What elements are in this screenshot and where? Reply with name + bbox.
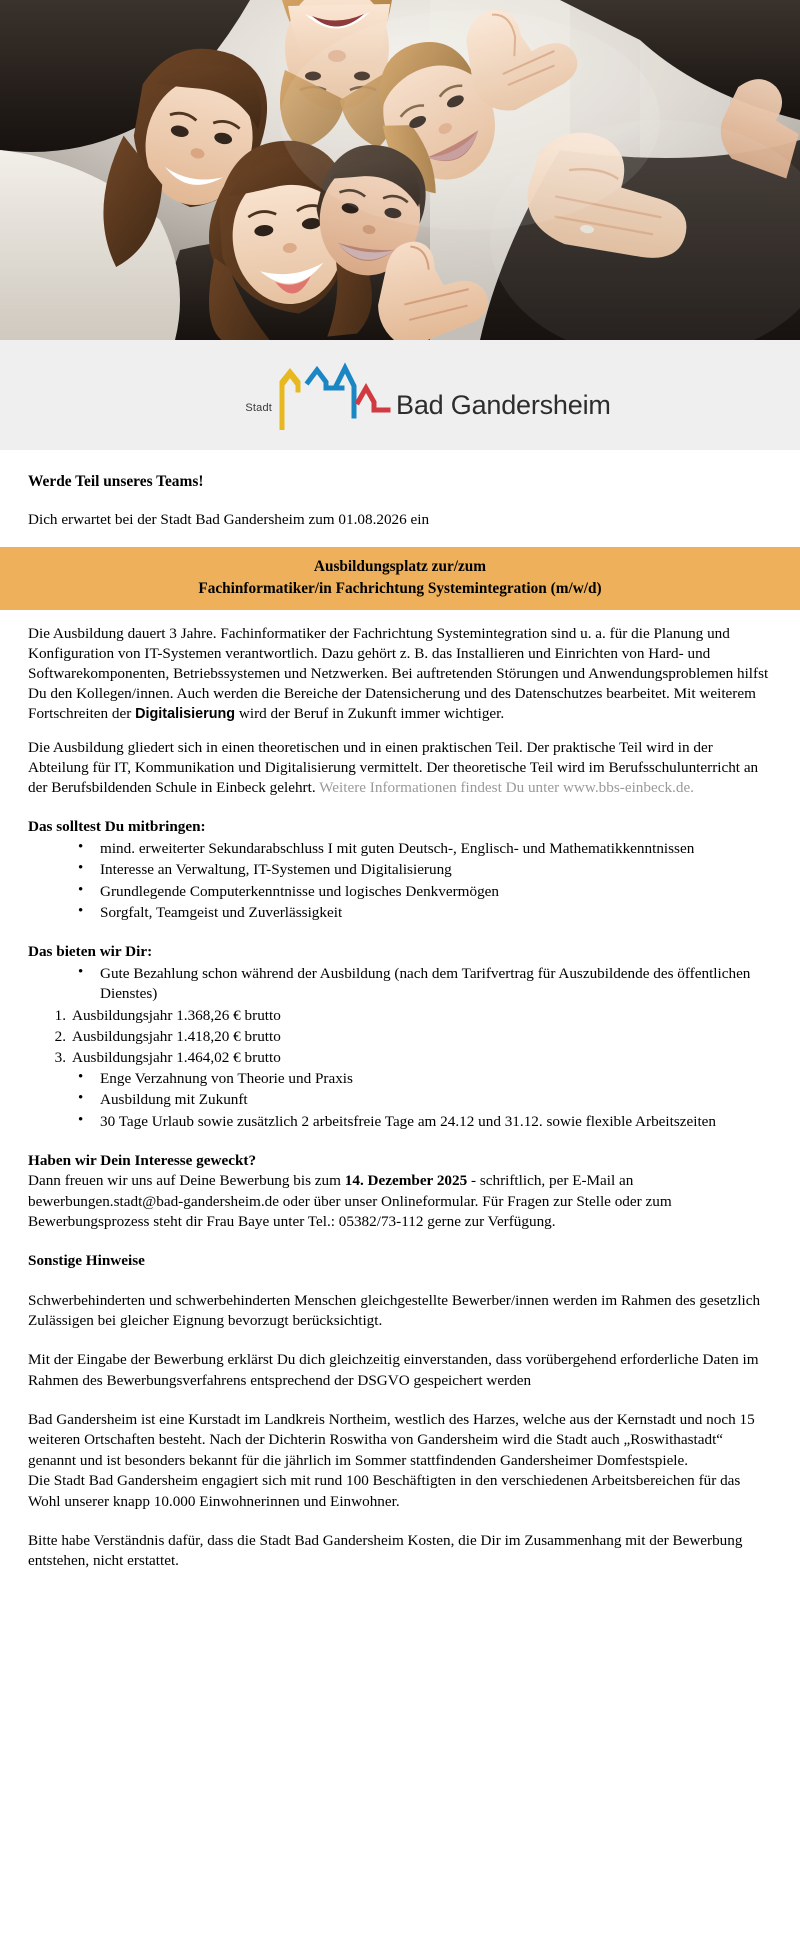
document-body [0,450,800,1618]
logo-band [0,340,800,450]
list-item: • Grundlegende Computerkenntnisse und logisches Denkvermögen [100,882,772,902]
benefits-heading: Das bieten wir Dir: [28,943,153,961]
city-logo [245,360,611,430]
requirements-list [28,839,772,923]
apply-deadline: 14. Dezember 2025 [344,1172,468,1190]
job-description-paragraph-1 [28,624,772,724]
notes-heading: Sonstige Hinweise [28,1252,145,1270]
notes-paragraph-dsgvo: Mit der Eingabe der Bewerbung erklärst Du dich gleichzeitig einverstanden, dass vorübergehend erforderliche Daten im Rahmen des Bewerbungsverfahrens entsprechend der DSGVO gespeichert werden [28,1351,759,1389]
notes-paragraph-disability: Schwerbehinderten und schwerbehinderten Menschen gleichgestellte Bewerber/innen werden im Rahmen des gesetzlich Zulässigen bei gleicher Eignung bevorzugt berücksichtigt. [28,1291,761,1330]
desc-p2-part-a: Die Ausbildung gliedert sich in einen theoretischen und in einen praktischen Teil. Der praktische Teil wird in der Abteilung für IT, Kommunikation und Digitalisierung vermittelt. Der theoretische Teil wird im Berufsschulunterricht an der Berufsbildenden Schule in Einbeck gelehrt. [28,738,759,797]
list-item: • Gute Bezahlung schon während der Ausbildung (nach dem Tarifvertrag für Auszubildende des öffentlichen Dienstes) [100,964,772,1004]
notes-block [28,1251,772,1571]
list-item: Ausbildungsjahr 1.368,26 € brutto [72,1006,281,1024]
hero-photo [0,0,800,340]
salary-list [28,1006,772,1069]
hero-illustration [0,0,800,340]
notes-paragraph-costs: Bitte habe Verständnis dafür, dass die Stadt Bad Gandersheim Kosten, die Dir im Zusammenhang mit der Bewerbung entstehen, nicht erstattet. [28,1531,743,1570]
list-item: • mind. erweiterter Sekundarabschluss I mit guten Deutsch-, Englisch- und Mathematikkenntnissen [100,839,772,859]
apply-block [28,1151,772,1232]
bad-gandersheim-roofline-icon [274,360,394,430]
requirements-heading: Das solltest Du mitbringen: [28,818,206,836]
desc-p1-part-b: wird der Beruf in Zukunft immer wichtiger. [235,704,505,722]
job-description-paragraph-2 [28,738,772,798]
notes-paragraph-employees: Die Stadt Bad Gandersheim engagiert sich mit rund 100 Beschäftigten in den verschiedenen Arbeitsbereichen für das Wohl unserer knapp 10.000 Einwohnerinnen und Einwohner. [28,1472,741,1510]
apply-text-b: - schriftlich, per E-Mail an bewerbungen.stadt@bad-gandersheim.de oder über unser Onlineformular. Für Fragen zur Stelle oder zum Bewerbungsprozess steht dir Frau Baye unter Tel.: 05382/73-112 gerne zur Verfügung. [28,1172,672,1230]
logo-stadt-label: Stadt [245,402,273,414]
job-title-banner [0,547,800,609]
apply-text-a: Dann freuen wir uns auf Deine Bewerbung bis zum [28,1172,345,1190]
benefits-list [28,964,772,1004]
apply-text [28,1171,772,1232]
list-item: • Ausbildung mit Zukunft [100,1090,772,1110]
intro-line: Dich erwartet bei der Stadt Bad Gandersheim zum 01.08.2026 ein [28,511,430,529]
list-item: Ausbildungsjahr 1.464,02 € brutto [72,1048,281,1066]
job-title-line-1: Ausbildungsplatz zur/zum [313,558,487,576]
desc-p1-part-a: Die Ausbildung dauert 3 Jahre. Fachinformatiker der Fachrichtung Systemintegration sind u. a. für die Planung und Konfiguration von IT-Systemen verantwortlich. Dazu gehört z. B. das Installieren und Einrichten von Hard- und Softwarekomponenten, Betriebssystemen und Netzwerken. Bei auftretenden Störungen und Anwendungsproblemen hilfst Du den Kollegen/innen. Auch werden die Bereiche der Datensicherung und des Datenschutzes bearbeitet. Mit weiterem Fortschreiten der [28,624,769,722]
list-item: • 30 Tage Urlaub sowie zusätzlich 2 arbeitsfreie Tage am 24.12 und 31.12. sowie flexible Arbeitszeiten [100,1112,772,1132]
desc-p1-bold-term: Digitalisierung [135,705,236,722]
list-item: • Sorgfalt, Teamgeist und Zuverlässigkeit [100,903,772,923]
benefits-list-rest [28,1069,772,1132]
list-item: • Enge Verzahnung von Theorie und Praxis [100,1069,772,1089]
logo-city-name: Bad Gandersheim [396,390,611,420]
job-title-line-2: Fachinformatiker/in Fachrichtung Systemintegration (m/w/d) [198,579,602,597]
page-title: Werde Teil unseres Teams! [28,473,204,490]
notes-paragraph-city: Bad Gandersheim ist eine Kurstadt im Landkreis Northeim, westlich des Harzes, welche aus der Kernstadt und noch 15 weiteren Ortschaften besteht. Nach der Dichterin Roswitha von Gandersheim wird die Stadt auch „Roswithastadt“ genannt und ist besonders bekannt für die jährlich im Sommer stattfindenden Gandersheimer Domfestspiele. [28,1411,755,1469]
desc-p2-school-link[interactable]: Weitere Informationen findest Du unter www.bbs-einbeck.de. [315,779,694,797]
list-item: • Interesse an Verwaltung, IT-Systemen und Digitalisierung [100,860,772,880]
apply-heading: Haben wir Dein Interesse geweckt? [28,1151,257,1169]
list-item: Ausbildungsjahr 1.418,20 € brutto [72,1027,281,1045]
